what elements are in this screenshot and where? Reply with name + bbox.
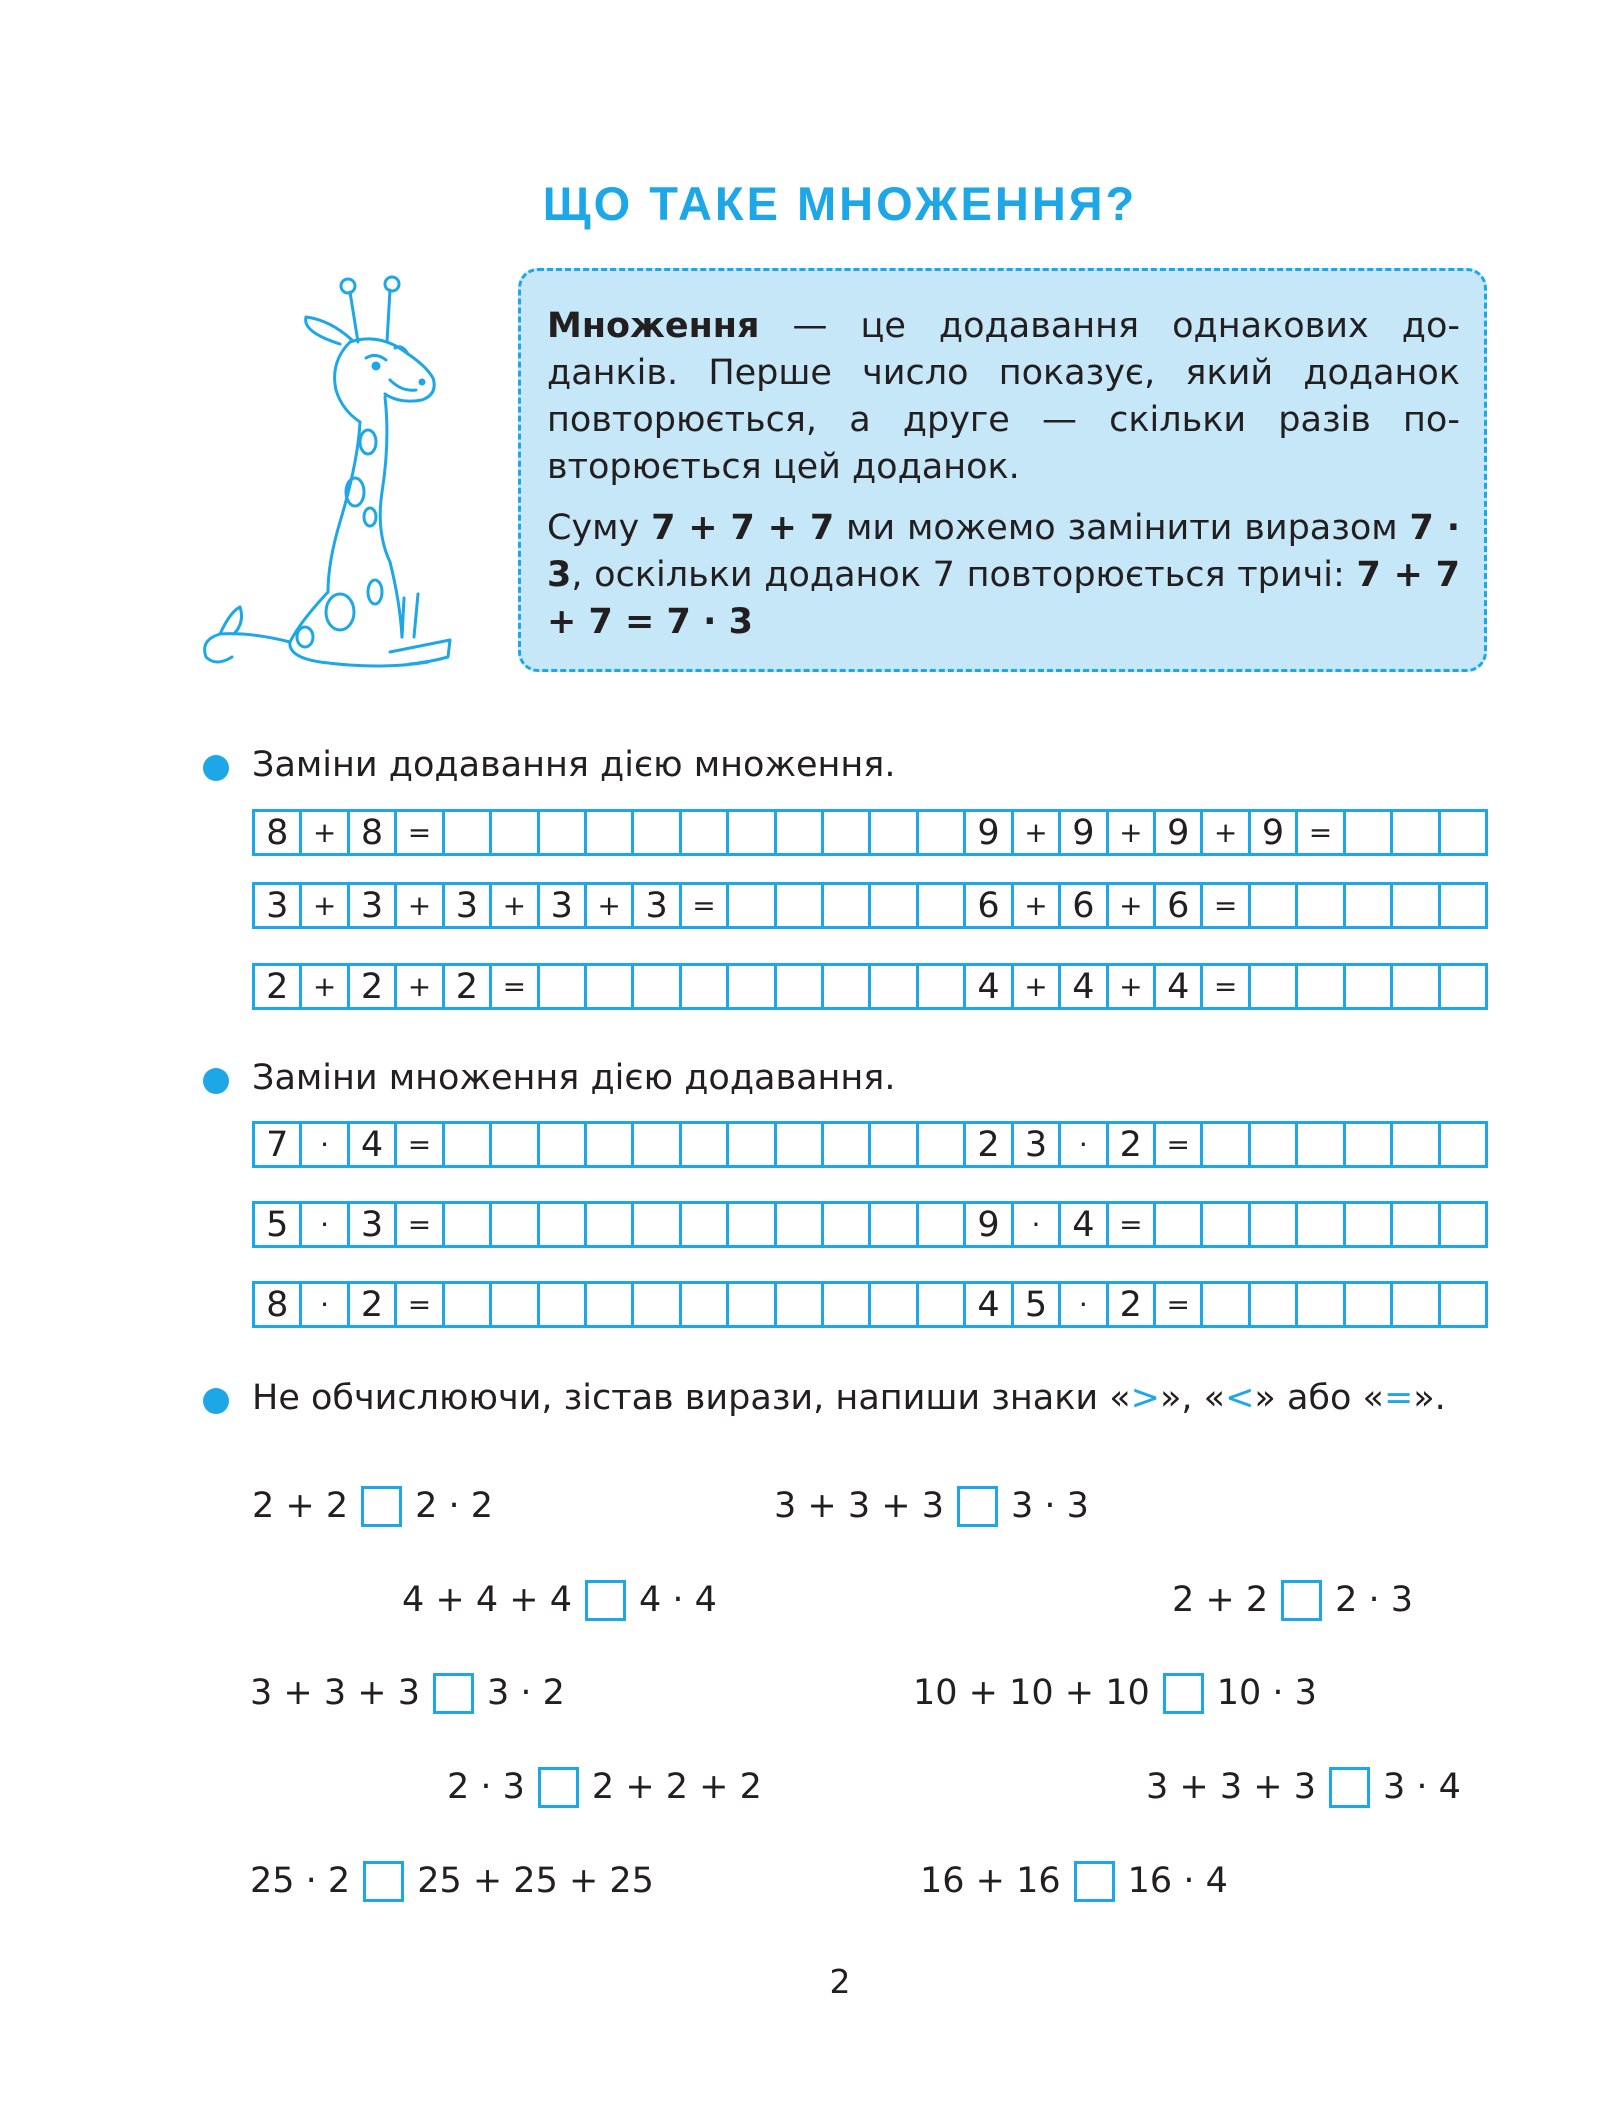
answer-box[interactable] — [361, 1486, 402, 1527]
answer-cell[interactable] — [916, 885, 963, 926]
answer-cell[interactable] — [537, 1284, 584, 1325]
grid-cell: 8 — [347, 812, 394, 853]
answer-cell[interactable] — [916, 812, 963, 853]
grid-cell: 7 — [252, 1124, 299, 1165]
comparison-1 — [252, 1481, 493, 1531]
comparison-right: 10 · 3 — [1216, 1673, 1317, 1713]
grid-cell: · — [299, 1284, 346, 1325]
grid-cell: 5 — [252, 1204, 299, 1245]
grid-cell: · — [1058, 1124, 1105, 1165]
example-text-a: Суму — [547, 508, 652, 548]
grid-cell: 4 — [1153, 966, 1200, 1007]
answer-box[interactable] — [1163, 1673, 1204, 1714]
answer-cell[interactable] — [442, 1204, 489, 1245]
answer-cell[interactable] — [1295, 966, 1342, 1007]
comparison-left: 3 + 3 + 3 — [774, 1486, 944, 1526]
answer-cell[interactable] — [1343, 812, 1390, 853]
answer-cell[interactable] — [1295, 1124, 1342, 1165]
answer-cell[interactable] — [679, 1124, 726, 1165]
grid-cell: + — [299, 885, 346, 926]
comparison-right: 3 · 2 — [486, 1673, 565, 1713]
answer-cell[interactable] — [584, 966, 631, 1007]
grid-cell: + — [489, 885, 536, 926]
task-1-text: Заміни додавання дією множення. — [252, 745, 896, 785]
answer-cell[interactable] — [631, 966, 678, 1007]
grid-cell: 2 — [1106, 1124, 1153, 1165]
answer-box[interactable] — [1329, 1767, 1370, 1808]
answer-box[interactable] — [1281, 1580, 1322, 1621]
answer-cell[interactable] — [726, 1284, 773, 1325]
answer-cell[interactable] — [1248, 1284, 1295, 1325]
answer-cell[interactable] — [821, 966, 868, 1007]
grid-cell: + — [1011, 885, 1058, 926]
task-1-row-3 — [252, 963, 1488, 1010]
answer-cell[interactable] — [679, 812, 726, 853]
comparison-right: 16 · 4 — [1127, 1861, 1228, 1901]
answer-cell[interactable] — [916, 1204, 963, 1245]
task-1-row-2 — [252, 882, 1488, 929]
comparison-7 — [447, 1762, 762, 1812]
grid-cell: · — [299, 1204, 346, 1245]
answer-cell[interactable] — [1438, 1124, 1485, 1165]
answer-cell[interactable] — [726, 966, 773, 1007]
answer-cell[interactable] — [1343, 966, 1390, 1007]
definition-paragraph — [547, 303, 1460, 491]
example-expr-product: 7 · 3 — [547, 508, 1460, 595]
comparison-10 — [920, 1856, 1228, 1906]
answer-cell[interactable] — [774, 966, 821, 1007]
answer-cell[interactable] — [821, 1284, 868, 1325]
grid-cell: 2 — [347, 966, 394, 1007]
answer-cell[interactable] — [679, 1284, 726, 1325]
answer-cell[interactable] — [868, 1124, 915, 1165]
answer-cell[interactable] — [1390, 885, 1437, 926]
bullet-icon — [203, 755, 229, 781]
giraffe-illustration — [190, 262, 470, 672]
answer-cell[interactable] — [726, 812, 773, 853]
answer-cell[interactable] — [1438, 1204, 1485, 1245]
answer-cell[interactable] — [821, 885, 868, 926]
grid-cell: 4 — [1058, 1204, 1105, 1245]
example-text-b: ми можемо замінити виразом — [834, 508, 1410, 548]
answer-cell[interactable] — [774, 1284, 821, 1325]
comparison-5 — [250, 1668, 565, 1718]
grid-cell: + — [1011, 966, 1058, 1007]
answer-cell[interactable] — [537, 1124, 584, 1165]
answer-cell[interactable] — [821, 1204, 868, 1245]
answer-cell[interactable] — [679, 1204, 726, 1245]
task-3-text-c: » або « — [1254, 1378, 1384, 1418]
less-sign: < — [1225, 1378, 1255, 1418]
comparison-left: 25 · 2 — [250, 1861, 351, 1901]
answer-box[interactable] — [585, 1580, 626, 1621]
page-title: ЩО ТАКЕ МНОЖЕННЯ? — [542, 177, 1138, 230]
answer-cell[interactable] — [916, 1284, 963, 1325]
grid-cell: + — [299, 812, 346, 853]
grid-cell: 3 — [252, 885, 299, 926]
grid-cell: + — [584, 885, 631, 926]
answer-cell[interactable] — [1390, 1204, 1437, 1245]
grid-cell: · — [1058, 1284, 1105, 1325]
grid-cell: 9 — [1153, 812, 1200, 853]
grid-cell: = — [394, 1124, 441, 1165]
grid-cell: 3 — [631, 885, 678, 926]
answer-cell[interactable] — [868, 812, 915, 853]
grid-cell: 2 — [1106, 1284, 1153, 1325]
task-2-text: Заміни множення дією додавання. — [252, 1058, 896, 1098]
example-expr-equality: 7 + 7 + 7 = 7 · 3 — [547, 555, 1460, 642]
answer-cell[interactable] — [584, 1204, 631, 1245]
grid-cell: + — [1106, 966, 1153, 1007]
grid-cell: 4 — [963, 1284, 1010, 1325]
grid-cell: + — [1011, 812, 1058, 853]
task-1-row-1 — [252, 809, 1488, 856]
grid-cell: · — [299, 1124, 346, 1165]
example-expr-sum: 7 + 7 + 7 — [651, 508, 835, 548]
comparison-right: 25 + 25 + 25 — [417, 1861, 654, 1901]
grid-cell: 2 — [252, 966, 299, 1007]
answer-cell[interactable] — [1295, 885, 1342, 926]
grid-cell: 4 — [1058, 966, 1105, 1007]
answer-cell[interactable] — [774, 885, 821, 926]
comparison-4 — [1172, 1575, 1413, 1625]
answer-cell[interactable] — [537, 1204, 584, 1245]
grid-cell: 3 — [442, 885, 489, 926]
grid-cell: = — [489, 966, 536, 1007]
answer-cell[interactable] — [1295, 1284, 1342, 1325]
comparison-8 — [1146, 1762, 1461, 1812]
grid-cell: 2 — [347, 1284, 394, 1325]
comparison-left: 4 + 4 + 4 — [402, 1580, 572, 1620]
answer-cell[interactable] — [489, 1204, 536, 1245]
answer-box[interactable] — [957, 1486, 998, 1527]
bullet-icon — [203, 1068, 229, 1094]
answer-cell[interactable] — [537, 812, 584, 853]
answer-cell[interactable] — [916, 1124, 963, 1165]
grid-cell: = — [1153, 1284, 1200, 1325]
comparison-left: 3 + 3 + 3 — [1146, 1767, 1316, 1807]
grid-cell: 8 — [252, 1284, 299, 1325]
answer-cell[interactable] — [726, 885, 773, 926]
comparison-left: 2 + 2 — [252, 1486, 349, 1526]
answer-cell[interactable] — [868, 885, 915, 926]
task-2-row-2 — [252, 1201, 1488, 1248]
example-text-c: , оскільки доданок 7 повторюється тричі: — [571, 555, 1357, 595]
answer-cell[interactable] — [1343, 885, 1390, 926]
answer-cell[interactable] — [537, 966, 584, 1007]
answer-cell[interactable] — [1248, 1124, 1295, 1165]
answer-box[interactable] — [433, 1673, 474, 1714]
task-1-instruction — [203, 742, 895, 788]
grid-cell: 4 — [347, 1124, 394, 1165]
answer-cell[interactable] — [1200, 1124, 1247, 1165]
grid-cell: 9 — [963, 1204, 1010, 1245]
task-2-instruction — [203, 1055, 895, 1101]
answer-cell[interactable] — [1343, 1204, 1390, 1245]
grid-cell: 3 — [347, 1204, 394, 1245]
grid-cell: 6 — [1058, 885, 1105, 926]
comparison-left: 3 + 3 + 3 — [250, 1673, 420, 1713]
answer-cell[interactable] — [1390, 1284, 1437, 1325]
grid-cell: + — [299, 966, 346, 1007]
answer-cell[interactable] — [1248, 966, 1295, 1007]
comparison-9 — [250, 1856, 654, 1906]
grid-cell: = — [1106, 1204, 1153, 1245]
grid-cell: = — [394, 812, 441, 853]
answer-cell[interactable] — [1390, 1124, 1437, 1165]
comparison-6 — [913, 1668, 1317, 1718]
answer-cell[interactable] — [1438, 812, 1485, 853]
answer-cell[interactable] — [489, 812, 536, 853]
answer-cell[interactable] — [1200, 1284, 1247, 1325]
definition-term: Множення — [547, 306, 760, 346]
answer-cell[interactable] — [868, 966, 915, 1007]
grid-cell: 9 — [1058, 812, 1105, 853]
grid-cell: 3 — [347, 885, 394, 926]
grid-cell: 4 — [963, 966, 1010, 1007]
grid-cell: = — [394, 1204, 441, 1245]
task-3-text-a: Не обчислюючи, зістав вирази, напиши знаки « — [252, 1378, 1131, 1418]
answer-cell[interactable] — [489, 1284, 536, 1325]
grid-cell: · — [1011, 1204, 1058, 1245]
grid-cell: = — [1153, 1124, 1200, 1165]
answer-cell[interactable] — [442, 1124, 489, 1165]
answer-cell[interactable] — [726, 1124, 773, 1165]
answer-cell[interactable] — [916, 966, 963, 1007]
task-2-row-3 — [252, 1281, 1488, 1328]
grid-cell: 2 — [442, 966, 489, 1007]
grid-cell: = — [394, 1284, 441, 1325]
bullet-icon — [203, 1388, 229, 1414]
answer-cell[interactable] — [821, 812, 868, 853]
page-number: 2 — [829, 1962, 851, 2001]
comparison-right: 2 · 3 — [1335, 1580, 1414, 1620]
grid-cell: + — [394, 966, 441, 1007]
answer-cell[interactable] — [442, 812, 489, 853]
answer-cell[interactable] — [1295, 1204, 1342, 1245]
task-3-text — [252, 1375, 1487, 1421]
answer-box[interactable] — [363, 1861, 404, 1902]
answer-cell[interactable] — [1343, 1124, 1390, 1165]
answer-cell[interactable] — [1248, 1204, 1295, 1245]
comparison-right: 2 · 2 — [415, 1486, 494, 1526]
grid-cell: + — [394, 885, 441, 926]
answer-cell[interactable] — [774, 812, 821, 853]
example-paragraph — [547, 505, 1460, 646]
answer-cell[interactable] — [1438, 885, 1485, 926]
comparison-right: 2 + 2 + 2 — [591, 1767, 762, 1807]
answer-cell[interactable] — [821, 1124, 868, 1165]
grid-cell: 6 — [963, 885, 1010, 926]
grid-cell: 9 — [963, 812, 1010, 853]
grid-cell: = — [1295, 812, 1342, 853]
answer-cell[interactable] — [584, 812, 631, 853]
grid-cell: 9 — [1248, 812, 1295, 853]
comparison-right: 3 · 4 — [1382, 1767, 1461, 1807]
answer-cell[interactable] — [1390, 966, 1437, 1007]
answer-cell[interactable] — [868, 1284, 915, 1325]
greater-sign: > — [1130, 1378, 1160, 1418]
answer-cell[interactable] — [631, 1204, 678, 1245]
comparison-left: 16 + 16 — [920, 1861, 1061, 1901]
equal-sign: = — [1383, 1378, 1414, 1418]
answer-cell[interactable] — [1390, 812, 1437, 853]
answer-cell[interactable] — [631, 1124, 678, 1165]
grid-cell: + — [1200, 812, 1247, 853]
comparison-3 — [402, 1575, 717, 1625]
grid-cell: 3 — [537, 885, 584, 926]
answer-cell[interactable] — [584, 1124, 631, 1165]
grid-cell: = — [1200, 966, 1247, 1007]
answer-cell[interactable] — [1438, 966, 1485, 1007]
answer-cell[interactable] — [1343, 1284, 1390, 1325]
answer-cell[interactable] — [1248, 885, 1295, 926]
grid-cell: 5 — [1011, 1284, 1058, 1325]
answer-cell[interactable] — [631, 1284, 678, 1325]
grid-cell: 2 — [963, 1124, 1010, 1165]
answer-cell[interactable] — [489, 1124, 536, 1165]
task-2-row-1 — [252, 1121, 1488, 1168]
task-3-instruction — [203, 1375, 1487, 1421]
definition-box — [518, 268, 1487, 672]
comparison-left: 10 + 10 + 10 — [913, 1673, 1150, 1713]
comparison-right: 4 · 4 — [638, 1580, 717, 1620]
task-3-text-d: ». — [1413, 1378, 1446, 1418]
comparison-right: 3 · 3 — [1010, 1486, 1089, 1526]
answer-box[interactable] — [1074, 1861, 1115, 1902]
answer-box[interactable] — [538, 1767, 579, 1808]
grid-cell: = — [679, 885, 726, 926]
answer-cell[interactable] — [1438, 1284, 1485, 1325]
grid-cell: = — [1200, 885, 1247, 926]
answer-cell[interactable] — [868, 1204, 915, 1245]
answer-cell[interactable] — [726, 1204, 773, 1245]
comparison-2 — [774, 1481, 1089, 1531]
answer-cell[interactable] — [584, 1284, 631, 1325]
answer-cell[interactable] — [442, 1284, 489, 1325]
answer-cell[interactable] — [679, 966, 726, 1007]
grid-cell: + — [1106, 812, 1153, 853]
definition-text: — це додавання однакових доданків. Перше число показує, який доданок повторюється, а друге — скільки разів повторюється цей доданок. — [547, 306, 1460, 487]
answer-cell[interactable] — [631, 812, 678, 853]
answer-cell[interactable] — [1153, 1204, 1200, 1245]
grid-cell: 3 — [1011, 1124, 1058, 1165]
comparison-left: 2 · 3 — [447, 1767, 525, 1807]
grid-cell: 8 — [252, 812, 299, 853]
answer-cell[interactable] — [1200, 1204, 1247, 1245]
grid-cell: 6 — [1153, 885, 1200, 926]
comparison-left: 2 + 2 — [1172, 1580, 1269, 1620]
answer-cell[interactable] — [774, 1204, 821, 1245]
answer-cell[interactable] — [774, 1124, 821, 1165]
grid-cell: + — [1106, 885, 1153, 926]
task-3-text-b: », « — [1160, 1378, 1226, 1418]
